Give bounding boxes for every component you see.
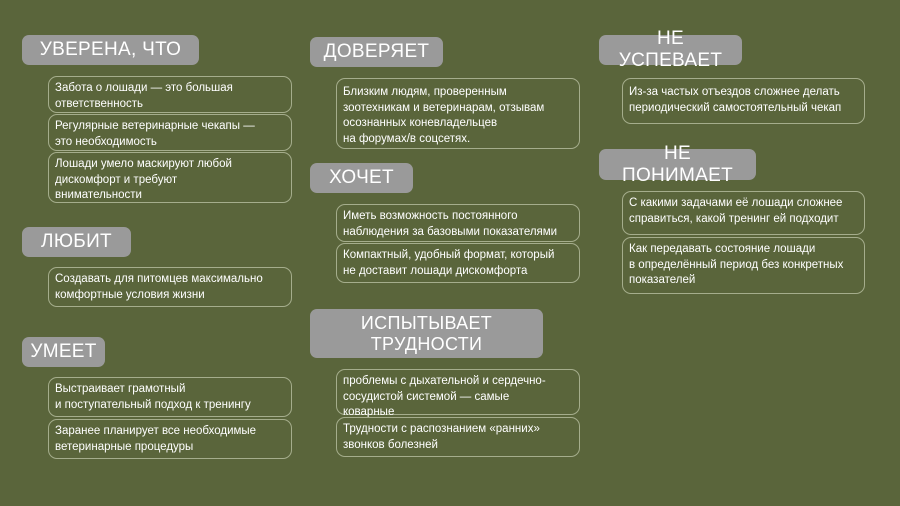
header-ne-uspevaet: НЕ УСПЕВАЕТ: [599, 35, 742, 65]
card-ne-ponimaet-2: Как передавать состояние лошади в определённый период без конкретных показателей: [622, 237, 865, 294]
card-ne-uspevaet-1: Из-за частых отъездов сложнее делать периодический самостоятельный чекап: [622, 78, 865, 124]
header-uverena: УВЕРЕНА, ЧТО: [22, 35, 199, 65]
card-uverena-2: Регулярные ветеринарные чекапы — это необходимость: [48, 114, 292, 151]
header-umeet: УМЕЕТ: [22, 337, 105, 367]
card-uverena-3: Лошади умело маскируют любой дискомфорт и требуют внимательности: [48, 152, 292, 203]
card-uverena-1: Забота о лошади — это большая ответственность: [48, 76, 292, 113]
card-doveryaet-1: Близким людям, проверенным зоотехникам и ветеринарам, отзывам осознанных коневладельцев на форумах/в соцсетях.: [336, 78, 580, 149]
header-hochet: ХОЧЕТ: [310, 163, 413, 193]
card-trudnosti-2: Трудности с распознанием «ранних» звонков болезней: [336, 417, 580, 457]
card-ne-ponimaet-1: С какими задачами её лошади сложнее справиться, какой тренинг ей подходит: [622, 191, 865, 235]
card-lyubit-1: Создавать для питомцев максимально комфортные условия жизни: [48, 267, 292, 307]
card-hochet-1: Иметь возможность постоянного наблюдения за базовыми показателями: [336, 204, 580, 242]
header-doveryaet: ДОВЕРЯЕТ: [310, 37, 443, 67]
card-trudnosti-1: проблемы с дыхательной и сердечно- сосудистой системой — самые коварные: [336, 369, 580, 415]
header-ne-ponimaet: НЕ ПОНИМАЕТ: [599, 149, 756, 180]
header-lyubit: ЛЮБИТ: [22, 227, 131, 257]
card-hochet-2: Компактный, удобный формат, который не доставит лошади дискомфорта: [336, 243, 580, 283]
card-umeet-2: Заранее планирует все необходимые ветеринарные процедуры: [48, 419, 292, 459]
card-umeet-1: Выстраивает грамотный и поступательный подход к тренингу: [48, 377, 292, 417]
header-trudnosti: ИСПЫТЫВАЕТ ТРУДНОСТИ: [310, 309, 543, 358]
